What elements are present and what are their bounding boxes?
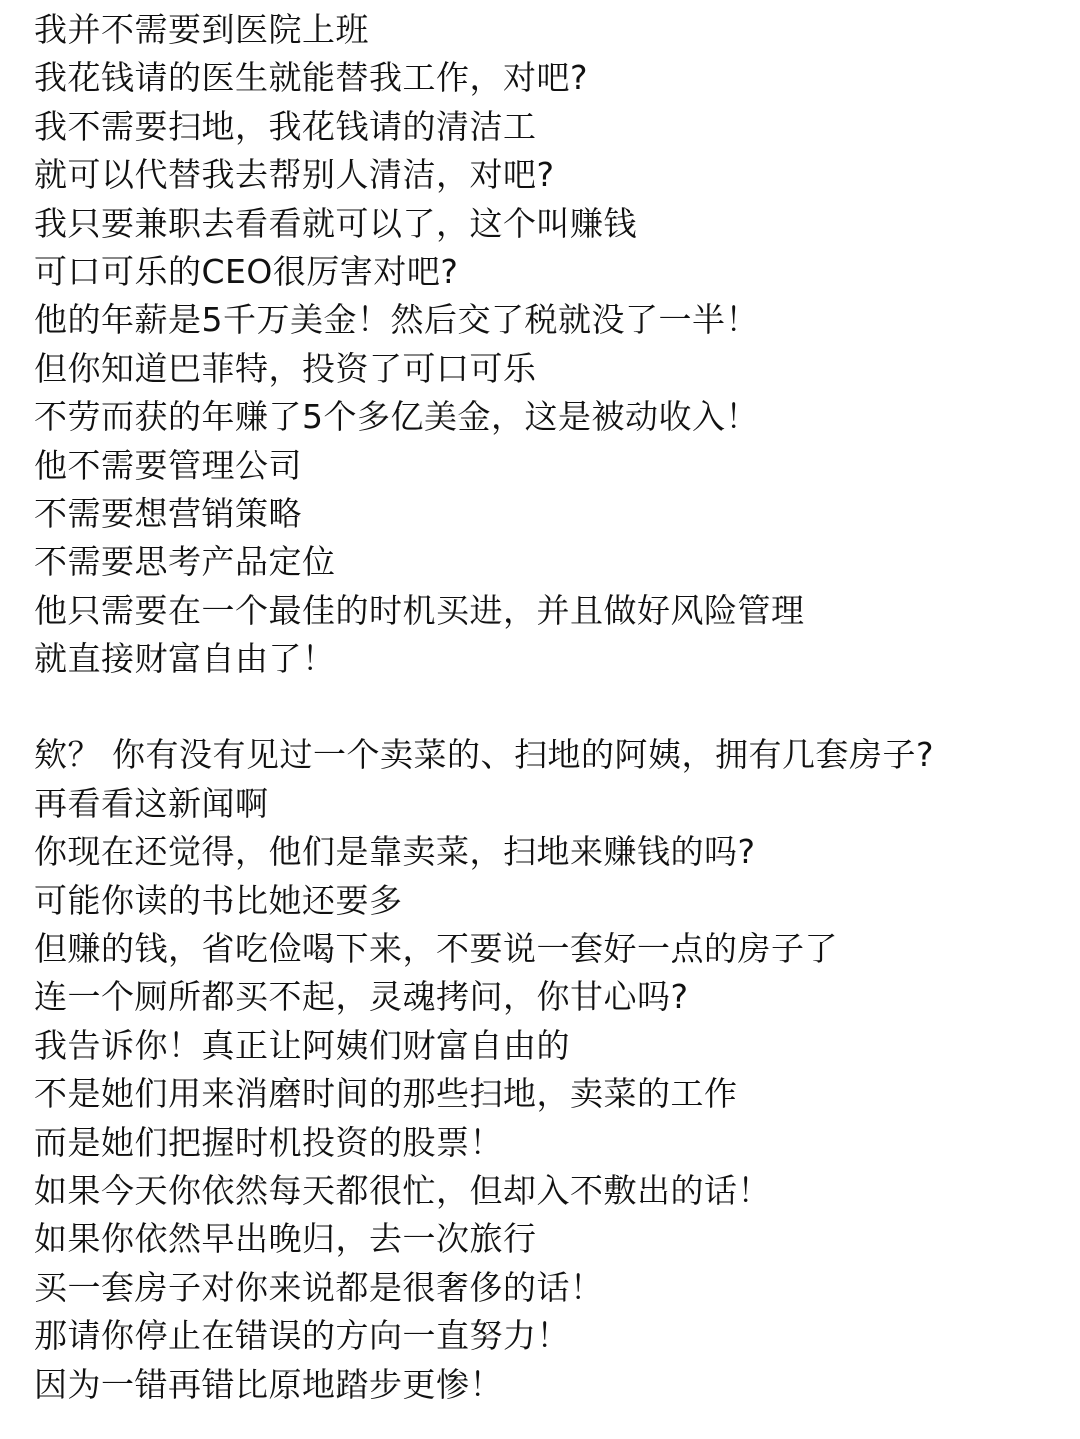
text-line: 不需要想营销策略 — [34, 493, 302, 533]
paragraph-1 — [34, 6, 1074, 683]
text-line: 不是她们用来消磨时间的那些扫地，卖菜的工作 — [34, 1074, 738, 1114]
text-line: 你现在还觉得，他们是靠卖菜，扫地来赚钱的吗? — [34, 832, 756, 872]
text-line: 我告诉你！真正让阿姨们财富自由的 — [34, 1025, 570, 1065]
text-line: 我并不需要到医院上班 — [34, 10, 369, 49]
text-line: 他不需要管理公司 — [34, 445, 302, 485]
document-body — [34, 6, 1074, 1409]
text-line: 如果你依然早出晚归，去一次旅行 — [34, 1219, 537, 1259]
text-line: 那请你停止在错误的方向一直努力！ — [34, 1316, 570, 1356]
text-line: 但你知道巴菲特，投资了可口可乐 — [34, 348, 537, 388]
text-line: 我花钱请的医生就能替我工作，对吧? — [34, 58, 589, 98]
text-line: 不劳而获的年赚了5个多亿美金，这是被动收入！ — [34, 397, 759, 437]
text-line: 但赚的钱，省吃俭喝下来，不要说一套好一点的房子了 — [34, 929, 838, 969]
text-line: 他的年薪是5千万美金！然后交了税就没了一半！ — [34, 300, 759, 340]
text-line: 欸？ 你有没有见过一个卖菜的、扫地的阿姨，拥有几套房子? — [34, 735, 935, 775]
text-line: 可能你读的书比她还要多 — [34, 880, 403, 920]
text-line: 不需要思考产品定位 — [34, 542, 336, 582]
text-line: 如果今天你依然每天都很忙，但却入不敷出的话！ — [34, 1170, 771, 1210]
text-line: 因为一错再错比原地踏步更惨！ — [34, 1364, 503, 1404]
text-line: 我不需要扫地，我花钱请的清洁工 — [34, 106, 537, 146]
text-line: 连一个厕所都买不起，灵魂拷问，你甘心吗? — [34, 977, 689, 1017]
text-line: 就直接财富自由了！ — [34, 639, 336, 679]
text-line: 再看看这新闻啊 — [34, 783, 269, 823]
text-line: 我只要兼职去看看就可以了，这个叫赚钱 — [34, 203, 637, 243]
text-line: 买一套房子对你来说都是很奢侈的话！ — [34, 1267, 604, 1307]
text-line: 而是她们把握时机投资的股票！ — [34, 1122, 503, 1162]
text-line: 他只需要在一个最佳的时机买进，并且做好风险管理 — [34, 590, 805, 630]
text-line: 就可以代替我去帮别人清洁，对吧? — [34, 155, 555, 195]
text-line: 可口可乐的CEO很厉害对吧? — [34, 251, 459, 291]
paragraph-2 — [34, 731, 1074, 1408]
